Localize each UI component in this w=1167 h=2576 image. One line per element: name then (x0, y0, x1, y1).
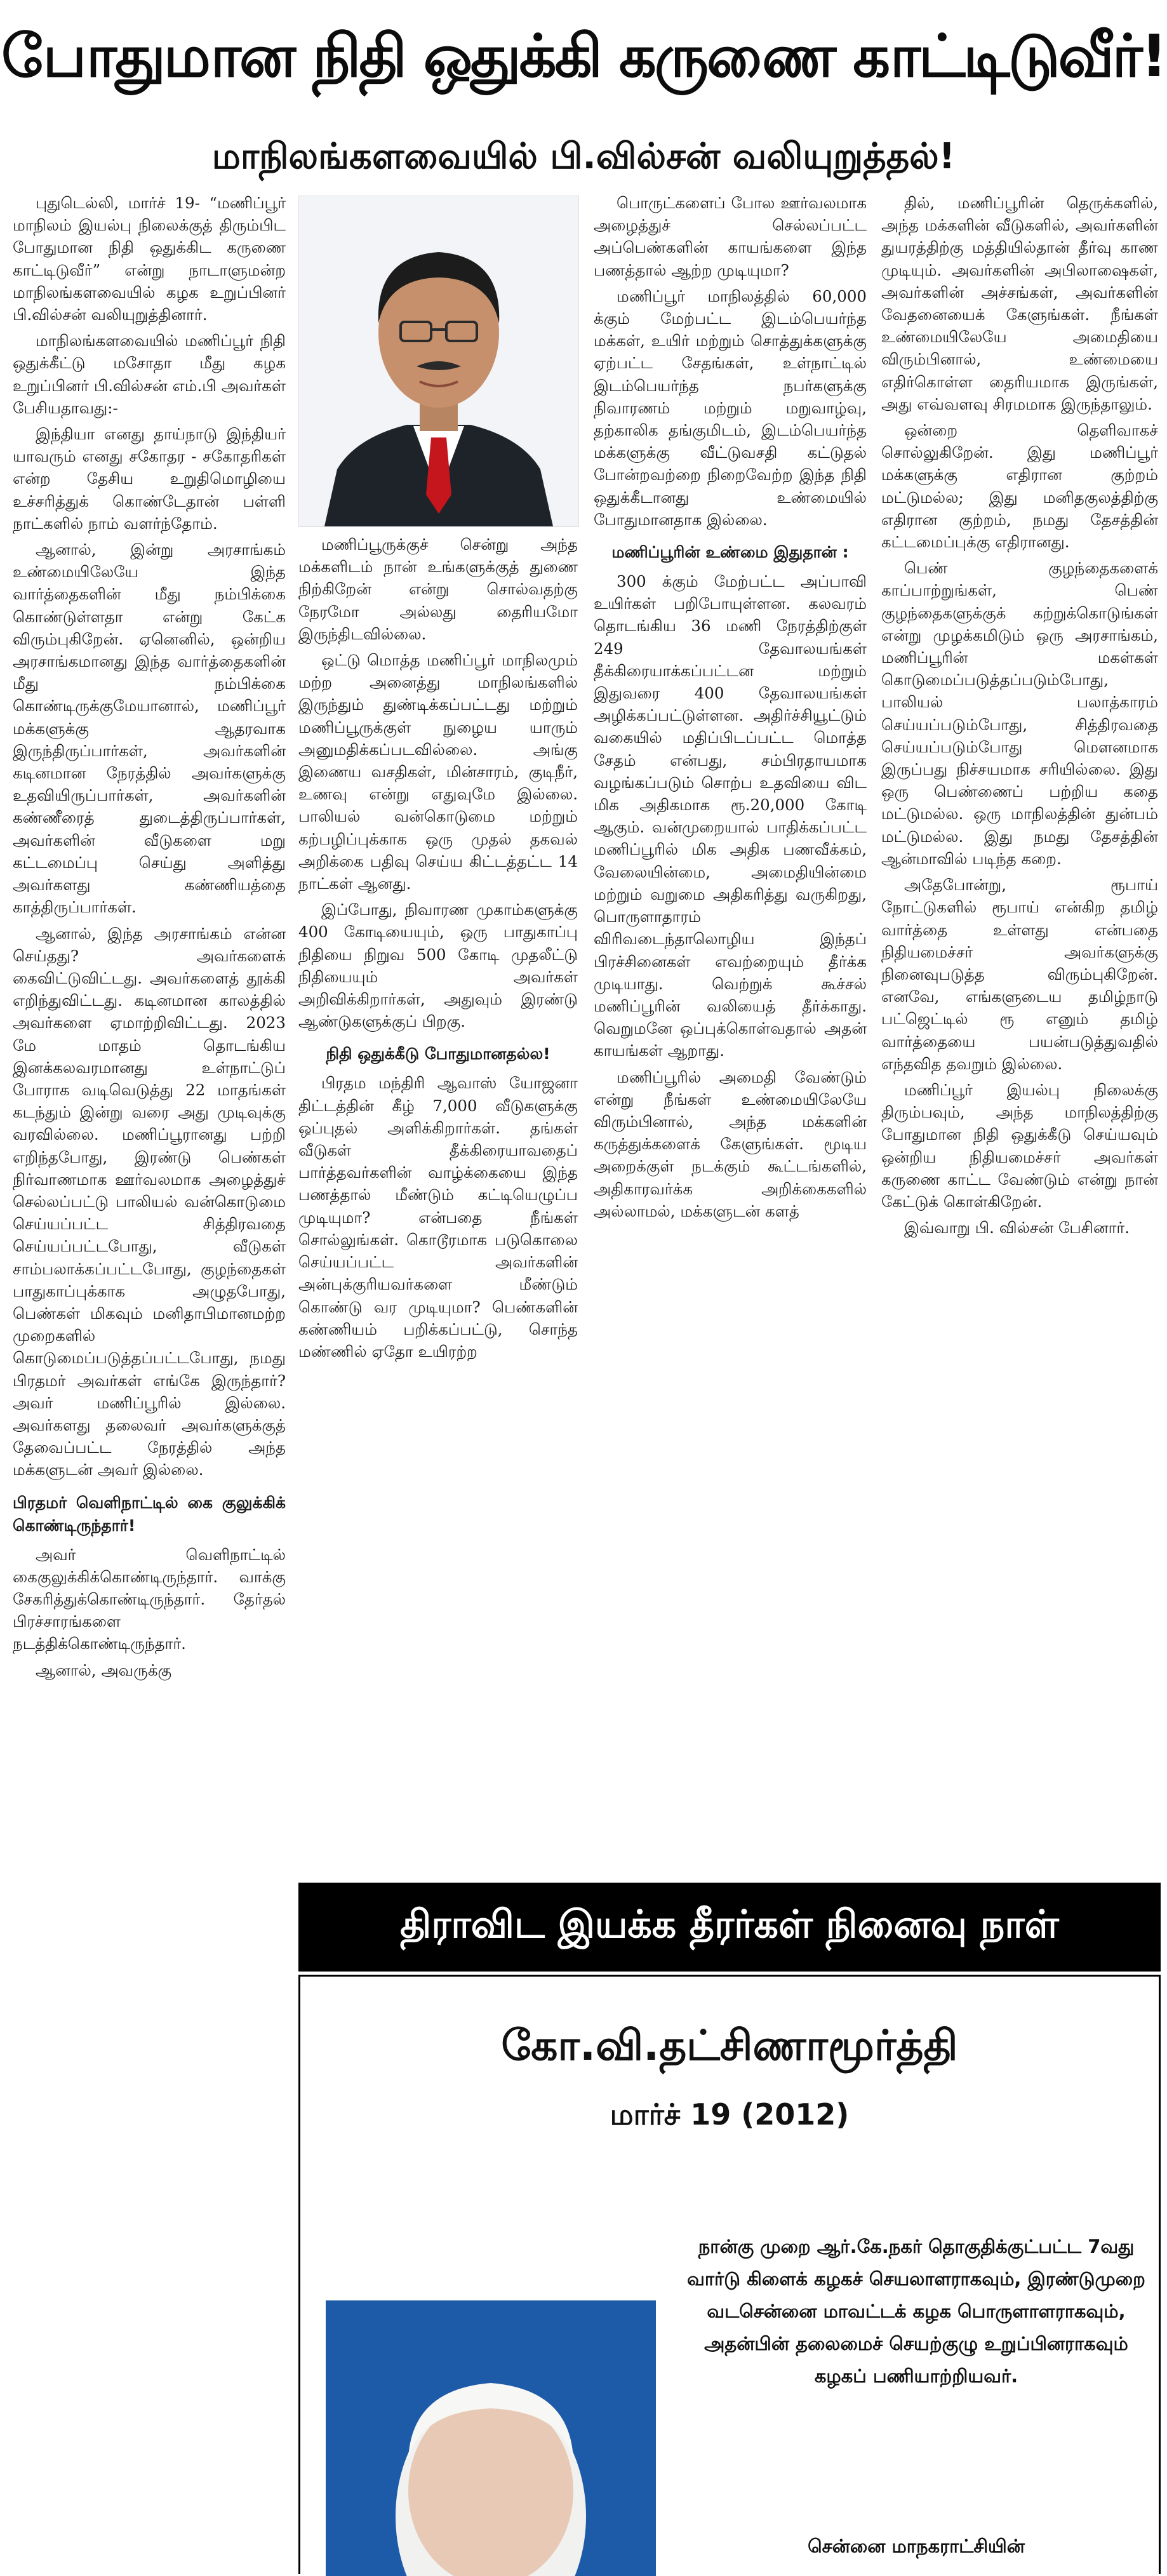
article-paragraph: புதுடெல்லி, மார்ச் 19- “மணிப்பூர் மாநிலம் இயல்பு நிலைக்குத் திரும்பிட போதுமான நிதி ஒதுக்கிட கருணை காட்டிடுவீர்” என்று நாடாளுமன்ற மாநிலங்களவையில் கழக உறுப்பினர் பி.வில்சன் வலியுறுத்தினார். (13, 194, 286, 324)
article-paragraph: மணிப்பூர் மாநிலத்தில் 60,000 க்கும் மேற்பட்ட இடம்பெயர்ந்த மக்கள், உயிர் மற்றும் சொத்துக்களுக்கு ஏற்பட்ட சேதங்கள், உள்நாட்டில் இடம்பெயர்ந்த நபர்களுக்கு நிவாரணம் மற்றும் மறுவாழ்வு, தற்காலிக தங்குமிடம், இடம்பெயர்ந்த மக்களுக்கு வீட்டுவசதி கட்டுதல் போன்றவற்றை நிறைவேற்ற இந்த நிதி ஒதுக்கீடானது உண்மையில் போதுமானதாக இல்லை. (594, 286, 867, 529)
mp-portrait-photo (298, 196, 579, 527)
article-column-3 (594, 192, 867, 1879)
article-paragraph: அதேபோன்று, ரூபாய் நோட்டுகளில் ரூபாய் என்கிற தமிழ் வார்த்தை உள்ளது என்பதை நிதியமைச்சர் அவர்களுக்கு நினைவுபடுத்த விரும்புகிறேன். எனவே, எங்களுடைய தமிழ்நாடு பட்ஜெட்டில் ரூ எனும் தமிழ் வார்த்தையை பயன்படுத்துவதில் எந்தவித தவறும் இல்லை. (881, 876, 1158, 1073)
section-subhead: பிரதமர் வெளிநாட்டில் கை குலுக்கிக் கொண்டிருந்தார்! (13, 1493, 286, 1535)
subheadline: மாநிலங்களவையில் பி.வில்சன் வலியுறுத்தல்! (211, 136, 956, 177)
memorial-bio: நான்கு முறை ஆர்.கே.நகர் தொகுதிக்குட்பட்ட 7வது வார்டு கிளைக் கழகச் செயலாளராகவும், இரண்டுமுறை வடசென்னை மாவட்டக் கழக பொருளாளராகவும், அதன்பின் தலைமைச் செயற்குழு உறுப்பினராகவும் கழகப் பணியாற்றியவர். (687, 2236, 1145, 2387)
article-paragraph: ஒன்றை தெளிவாகச் சொல்லுகிறேன். இது மணிப்பூர் மக்களுக்கு எதிரான குற்றம் மட்டுமல்ல; இது மனிதகுலத்திற்கு எதிரான குற்றம், நமது தேசத்தின் கட்டமைப்புக்கு எதிரானது. (881, 421, 1158, 552)
article-paragraph: மணிப்பூருக்குச் சென்று அந்த மக்களிடம் நான் உங்களுக்குத் துணை நிற்கிறேன் என்று சொல்வதற்கு நேரமோ அல்லது தைரியமோ இருந்திடவில்லை. (298, 535, 578, 643)
article-paragraph: மாநிலங்களவையில் மணிப்பூர் நிதி ஒதுக்கீட்டு மசோதா மீது கழக உறுப்பினர் பி.வில்சன் எம்.பி அவர்கள் பேசியதாவது:- (13, 331, 286, 417)
section-subhead: நிதி ஒதுக்கீடு போதுமானதல்ல! (326, 1044, 550, 1064)
article-paragraph: ஆனால், இன்று அரசாங்கம் உண்மையிலேயே இந்த வார்த்தைகளின் மீது நம்பிக்கை கொண்டுள்ளதா என்று கேட்க விரும்புகிறேன். ஏனெனில், ஒன்றிய அரசாங்கமானது இந்த வார்த்தைகளின் மீது நம்பிக்கை கொண்டிருக்குமேயானால், மணிப்பூர் மக்களுக்கு ஆதரவாக இருந்திருப்பார்கள், அவர்களின் கடினமான நேரத்தில் அவர்களுக்கு உதவியிருப்பார்கள், அவர்களின் கண்ணீரைத் துடைத்திருப்பார்கள், அவர்களின் வீடுகளை மறு கட்டமைப்பு செய்து அளித்து அவர்களது கண்ணியத்தை காத்திருப்பார்கள். (13, 540, 286, 917)
memorial-box (298, 1975, 1161, 2574)
memorial-bio-footer: சென்னை மாநகராட்சியின் (808, 2535, 1025, 2557)
article-paragraph: பெண் குழந்தைகளைக் காப்பாற்றுங்கள், பெண் குழந்தைகளுக்குக் கற்றுக்கொடுங்கள் என்று முழக்கமிடும் ஒரு அரசாங்கம், மணிப்பூரின் மகள்கள் கொடுமைப்படுத்தப்படும்போது, பாலியல் பலாத்காரம் செய்யப்படும்போது, சித்திரவதை செய்யப்படும்போது மௌனமாக இருப்பது நிச்சயமாக சரியில்லை. இது ஒரு பெண்ணைப் பற்றிய கதை மட்டுமல்ல. ஒரு மாநிலத்தின் துன்பம் மட்டுமல்ல. இது நமது தேசத்தின் ஆன்மாவில் படிந்த கறை. (881, 559, 1158, 868)
memorial-date: மார்ச் 19 (2012) (610, 2097, 850, 2132)
section-subhead: மணிப்பூரின் உண்மை இதுதான் : (611, 543, 849, 562)
article-paragraph: இந்தியா எனது தாய்நாடு இந்தியர் யாவரும் எனது சகோதர - சகோதரிகள் என்ற தேசிய உறுதிமொழியை உச்சரித்துக் கொண்டேதான் பள்ளி நாட்களில் நாம் வளர்ந்தோம். (13, 425, 286, 533)
article-paragraph: இவ்வாறு பி. வில்சன் பேசினார். (904, 1218, 1130, 1238)
article-paragraph: அவர் வெளிநாட்டில் கைகுலுக்கிக்கொண்டிருந்தார். வாக்கு சேகரித்துக்கொண்டிருந்தார். தேர்தல் பிரச்சாரங்களை நடத்திக்கொண்டிருந்தார். (13, 1545, 286, 1653)
article-paragraph: ஆனால், அவருக்கு (36, 1660, 172, 1679)
article-column-1 (13, 192, 286, 2574)
article-paragraph: ஆனால், இந்த அரசாங்கம் என்ன செய்தது? அவர்களைக் கைவிட்டுவிட்டது. அவர்களைத் தூக்கி எறிந்துவிட்டது. கடினமான காலத்தில் அவர்களை ஏமாற்றிவிட்டது. 2023 மே மாதம் தொடங்கிய இனக்கலவரமானது உள்நாட்டுப் போராக வடிவெடுத்து 22 மாதங்கள் கடந்தும் இன்று வரை அது முடிவுக்கு வரவில்லை. மணிப்பூரானது பற்றி எறிந்தபோது, இரண்டு பெண்கள் நிர்வாணமாக ஊர்வலமாக அழைத்துச் செல்லப்பட்டு பாலியல் வன்கொடுமை செய்யப்பட்ட சித்திரவதை செய்யப்பட்டபோது, வீடுகள் சாம்பலாக்கப்பட்டபோது, குழந்தைகள் பாதுகாப்புக்காக அழுதபோது, பெண்கள் மிகவும் மனிதாபிமானமற்ற முறைகளில் கொடுமைப்படுத்தப்பட்டபோது, நமது பிரதமர் அவர்கள் எங்கே இருந்தார்? அவர் மணிப்பூரில் இல்லை. அவர்களது தலைவர் அவர்களுக்குத் தேவைப்பட்ட நேரத்தில் அந்த மக்களுடன் அவர் இல்லை. (13, 924, 286, 1479)
article-paragraph: இப்போது, நிவாரண முகாம்களுக்கு 400 கோடியையும், ஒரு பாதுகாப்பு நிதியை நிறுவ 500 கோடி முதலீட்டு நிதியையும் அவர்கள் அறிவிக்கிறார்கள், அதுவும் இரண்டு ஆண்டுகளுக்குப் பிறகு. (298, 900, 578, 1031)
article-paragraph: ஒட்டு மொத்த மணிப்பூர் மாநிலமும் மற்ற அனைத்து மாநிலங்களில் இருந்தும் துண்டிக்கப்பட்டது மற்றும் மணிப்பூருக்குள் நுழைய யாரும் அனுமதிக்கப்படவில்லை. அங்கு இணைய வசதிகள், மின்சாரம், குடிநீர், உணவு என்று எதுவுமே இல்லை. பாலியல் வன்கொடுமை மற்றும் கற்பழிப்புக்காக ஒரு முதல் தகவல் அறிக்கை பதிவு செய்ய கிட்டத்தட்ட 14 நாட்கள் ஆனது. (298, 651, 578, 893)
memorial-name: கோ.வி.தட்சிணாமூர்த்தி (501, 2021, 958, 2070)
headline: போதுமான நிதி ஒதுக்கி கருணை காட்டிடுவீர்! (1, 22, 1166, 90)
memorial-portrait-photo (326, 2300, 656, 2576)
memorial-banner: திராவிட இயக்க தீரர்கள் நினைவு நாள் (298, 1883, 1161, 1972)
article-paragraph: பொருட்களைப் போல ஊர்வலமாக அழைத்துச் செல்லப்பட்ட அப்பெண்களின் காயங்களை இந்த பணத்தால் ஆற்ற முடியுமா? (594, 194, 867, 279)
article-paragraph: தில், மணிப்பூரின் தெருக்களில், அந்த மக்களின் வீடுகளில், அவர்களின் துயரத்திற்கு மத்தியில்தான் தீர்வு காண முடியும். அவர்களின் அபிலாஷைகள், அவர்களின் அச்சங்கள், அவர்களின் வேதனையைக் கேளுங்கள். நீங்கள் உண்மையிலேயே அமைதியை விரும்பினால், உண்மையை எதிர்கொள்ள தைரியமாக இருங்கள், அது எவ்வளவு சிரமமாக இருந்தாலும். (881, 194, 1158, 413)
article-paragraph: மணிப்பூரில் அமைதி வேண்டும் என்று நீங்கள் உண்மையிலேயே விரும்பினால், அந்த மக்களின் கருத்துக்களைக் கேளுங்கள். மூடிய அறைக்குள் நடக்கும் கூட்டங்களில், அதிகாரவர்க்க அறிக்கைகளில் அல்லாமல், மக்களுடன் களத் (594, 1067, 867, 1220)
article-paragraph: பிரதம மந்திரி ஆவாஸ் யோஜனா திட்டத்தின் கீழ் 7,000 வீடுகளுக்கு ஒப்புதல் அளிக்கிறார்கள். தங்கள் வீடுகள் தீக்கிரையாவதைப் பார்த்தவர்களின் வாழ்க்கையை இந்த பணத்தால் மீண்டும் கட்டியெழுப்ப முடியுமா? என்பதை நீங்கள் சொல்லுங்கள். கொடூரமாக படுகொலை செய்யப்பட்ட அவர்களின் அன்புக்குரியவர்களை மீண்டும் கொண்டு வர முடியுமா? பெண்களின் கண்ணியம் பறிக்கப்பட்டு, சொந்த மண்ணில் ஏதோ உயிரற்ற (298, 1074, 578, 1361)
article-paragraph: மணிப்பூர் இயல்பு நிலைக்கு திரும்பவும், அந்த மாநிலத்திற்கு போதுமான நிதி ஒதுக்கீடு செய்யவும் ஒன்றிய நிதியமைச்சர் அவர்கள் கருணை காட்ட வேண்டும் என்று நான் கேட்டுக் கொள்கிறேன். (881, 1080, 1158, 1211)
article-paragraph: 300 க்கும் மேற்பட்ட அப்பாவி உயிர்கள் பறிபோயுள்ளன. கலவரம் தொடங்கிய 36 மணி நேரத்திற்குள் 249 தேவாலயங்கள் தீக்கிரையாக்கப்பட்டன மற்றும் இதுவரை 400 தேவாலயங்கள் அழிக்கப்பட்டுள்ளன. அதிர்ச்சியூட்டும் வகையில் மதிப்பிடப்பட்ட மொத்த சேதம் என்பது, சம்பிரதாயமாக வழங்கப்படும் சொற்ப உதவியை விட மிக அதிகமாக ரூ.20,000 கோடி ஆகும். வன்முறையால் பாதிக்கப்பட்ட மணிப்பூரில் மிக அதிக பணவீக்கம், வேலையின்மை, அமைதியின்மை மற்றும் வறுமை அதிகரித்து வருகிறது, பொருளாதாரம் விரிவடைந்தாலொழிய இந்தப் பிரச்சினைகள் எவற்றையும் தீர்க்க முடியாது. வெற்றுக் கூச்சல் மணிப்பூரின் வலியைத் தீர்க்காது. வெறுமனே ஒப்புக்கொள்வதால் அதன் காயங்கள் ஆறாது. (594, 572, 867, 1060)
article-column-2 (298, 533, 578, 1879)
article-column-4 (881, 192, 1158, 1879)
